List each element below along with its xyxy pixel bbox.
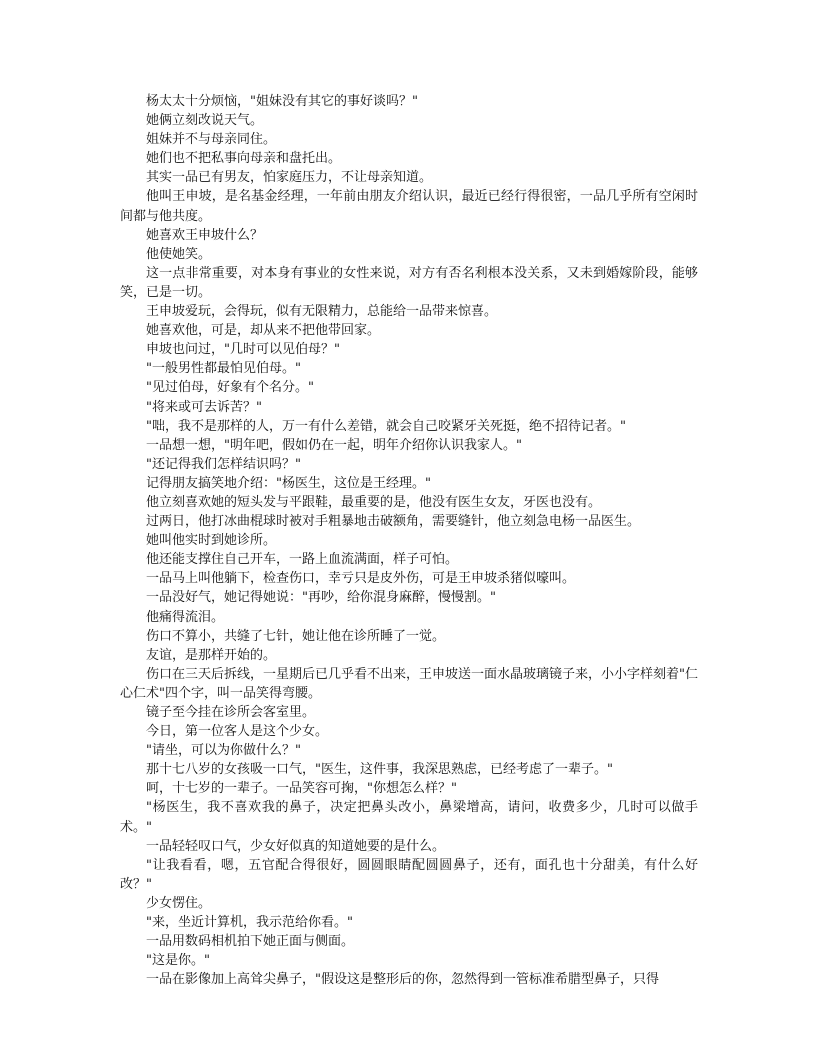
paragraph: "将来或可去诉苦？": [146, 399, 262, 415]
paragraph: 他立刻喜欢她的短头发与平跟鞋，最重要的是，他没有医生女友，牙医也没有。: [146, 494, 602, 510]
paragraph: 她喜欢王申坡什么？: [146, 227, 264, 243]
paragraph: 呵，十七岁的一辈子。一品笑容可掬，"你想怎么样？": [146, 781, 457, 797]
paragraph: "来，坐近计算机，我示范给你看。": [146, 915, 353, 931]
paragraph: "咄，我不是那样的人，万一有什么差错，就会自己咬紧牙关死挺，绝不招待记者。": [146, 418, 626, 434]
paragraph: 一品在影像加上高耸尖鼻子，"假设这是整形后的你，忽然得到一管标准希腊型鼻子，只得: [146, 972, 659, 988]
document-body: [120, 92, 698, 989]
paragraph: 他还能支撑住自己开车，一路上血流满面，样子可怕。: [146, 552, 459, 568]
paragraph: 王申坡爱玩，会得玩，似有无限精力，总能给一品带来惊喜。: [146, 304, 498, 320]
paragraph: "一般男性都最怕见伯母。": [146, 361, 301, 377]
paragraph: 少女愣住。: [146, 895, 212, 911]
paragraph: 伤口在三天后拆线，一星期后已几乎看不出来，王申坡送一面水晶玻璃镜子来，小小字样刻着"仁心仁术"四个字，叫一品笑得弯腰。: [120, 666, 698, 701]
paragraph: 杨太太十分烦恼，"姐妹没有其它的事好谈吗？": [146, 94, 418, 109]
paragraph: 她叫他实时到她诊所。: [146, 533, 277, 549]
paragraph: "还记得我们怎样结识吗？": [146, 456, 301, 472]
paragraph: 她喜欢他，可是，却从来不把他带回家。: [146, 323, 381, 339]
paragraph: 一品轻轻叹口气，少女好似真的知道她要的是什么。: [146, 838, 446, 854]
paragraph: 其实一品已有男友，怕家庭压力，不让母亲知道。: [146, 170, 433, 186]
paragraph: 她俩立刻改说天气。: [146, 113, 264, 129]
paragraph: "请坐，可以为你做什么？": [146, 743, 301, 759]
paragraph: 镜子至今挂在诊所会客室里。: [146, 705, 316, 720]
paragraph: 那十七八岁的女孩吸一口气，"医生，这件事，我深思熟虑，已经考虑了一辈子。": [146, 762, 613, 778]
paragraph: 一品用数码相机拍下她正面与侧面。: [146, 934, 355, 950]
paragraph: 姐妹并不与母亲同住。: [146, 132, 277, 148]
paragraph: 友谊，是那样开始的。: [146, 647, 277, 663]
paragraph: 一品马上叫他躺下，检查伤口，幸亏只是皮外伤，可是王申坡杀猪似嚎叫。: [146, 571, 576, 587]
paragraph: 申坡也问过，"几时可以见伯母？": [146, 342, 340, 358]
paragraph: "这是你。": [146, 953, 210, 969]
paragraph: 他使她笑。: [146, 246, 212, 262]
paragraph: 记得朋友搞笑地介绍："杨医生，这位是王经理。": [146, 475, 431, 491]
paragraph: 过两日，他打冰曲棍球时被对手粗暴地击破额角，需要缝针，他立刻急电杨一品医生。: [146, 514, 641, 530]
paragraph: "杨医生，我不喜欢我的鼻子，决定把鼻头改小，鼻梁增高，请问，收费多少，几时可以做手术。": [120, 800, 698, 835]
paragraph: 他痛得流泪。: [146, 609, 225, 625]
paragraph: 一品没好气，她记得她说："再吵，给你混身麻醉，慢慢割。": [146, 590, 496, 606]
paragraph: "让我看看，嗯，五官配合得很好，圆圆眼睛配圆圆鼻子，还有，面孔也十分甜美，有什么好改？": [120, 857, 698, 892]
paragraph: 一品想一想，"明年吧，假如仍在一起，明年介绍你认识我家人。": [146, 437, 522, 453]
paragraph: 这一点非常重要，对本身有事业的女性来说，对方有否名利根本没关系，又未到婚嫁阶段，能够笑，已是一切。: [120, 265, 698, 300]
paragraph: 她们也不把私事向母亲和盘托出。: [146, 151, 342, 167]
paragraph: "见过伯母，好象有个名分。": [146, 380, 314, 396]
paragraph: 伤口不算小，共缝了七针，她让他在诊所睡了一觉。: [146, 628, 446, 644]
paragraph: 今日，第一位客人是这个少女。: [146, 724, 329, 740]
paragraph: 他叫王申坡，是名基金经理，一年前由朋友介绍认识，最近已经行得很密，一品几乎所有空闲时间都与他共度。: [120, 189, 698, 224]
